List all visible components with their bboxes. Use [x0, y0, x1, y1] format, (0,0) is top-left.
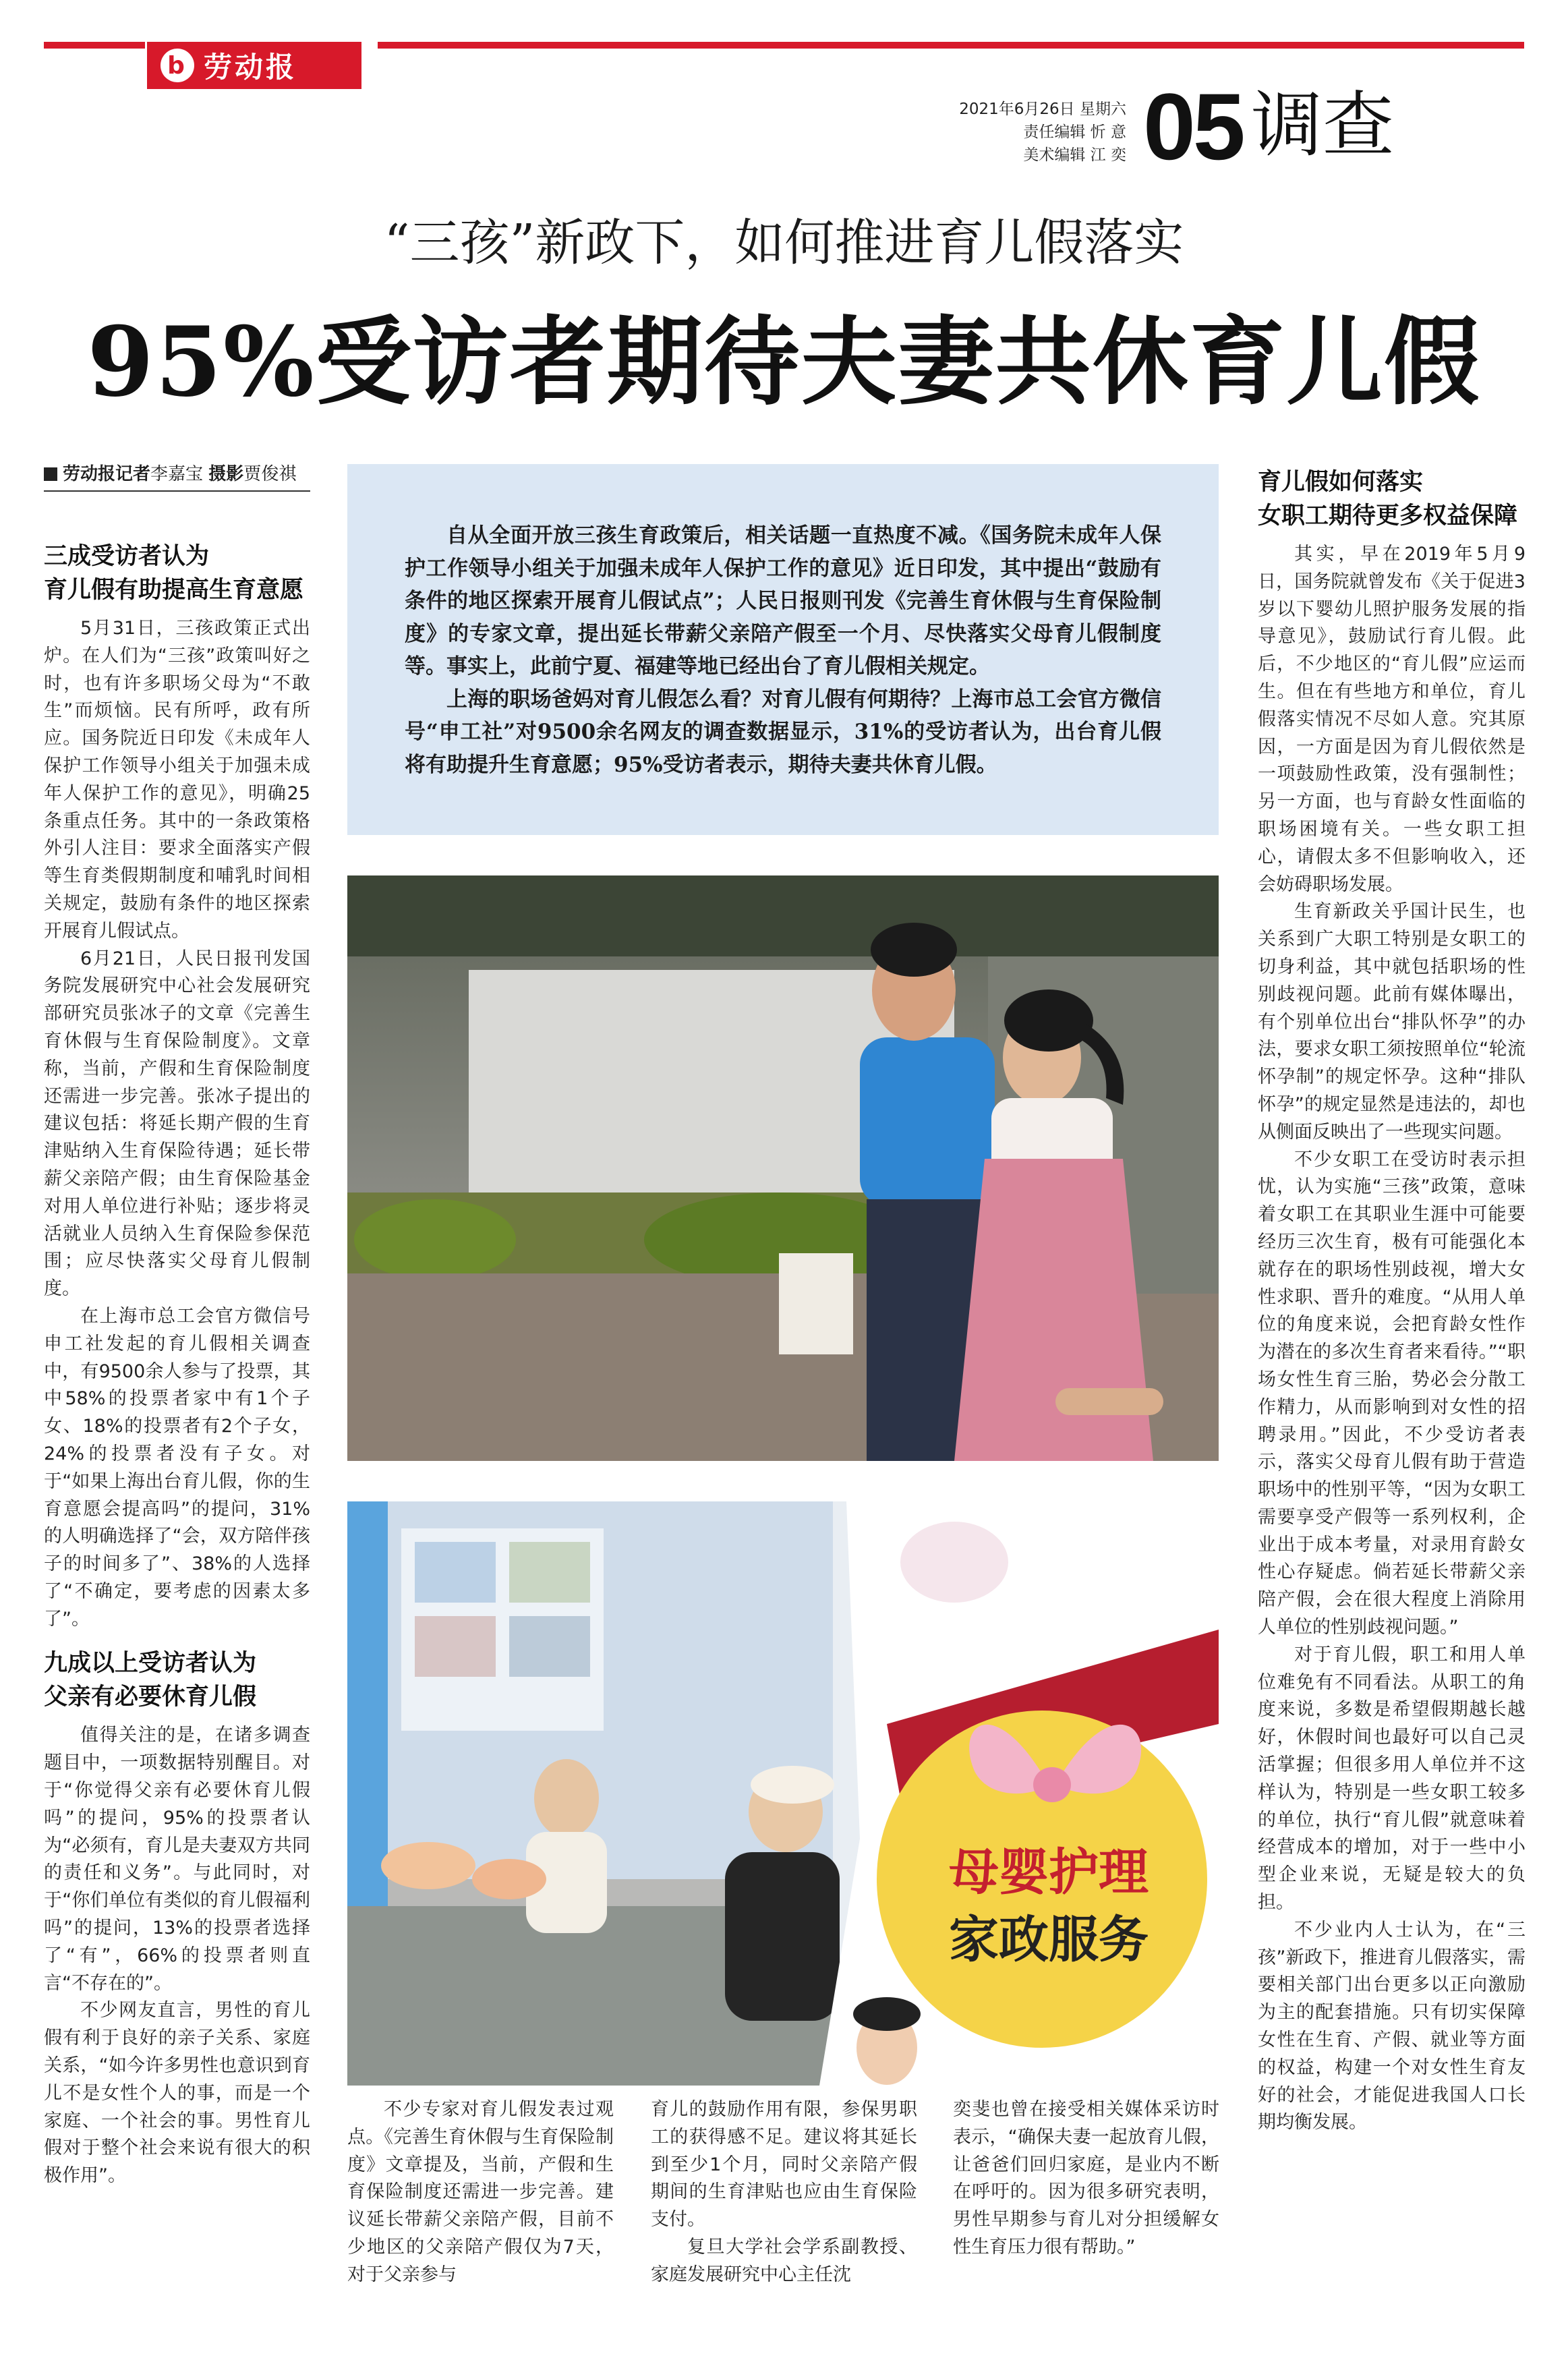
- right-paragraph-5: 不少业内人士认为，在“三孩”新政下，推进育儿假落实，需要相关部门出台更多以正向激励为主的配套措施。只有切实保障女性在生育、产假、就业等方面的权益，构建一个对女性生育友好的社会，才能促进我国人口长期均衡发展。: [1258, 1919, 1526, 2133]
- subhead-2-line1: 九成以上受访者认为: [44, 1649, 257, 1677]
- issue-info: [959, 98, 1126, 167]
- subhead-1-line1: 三成受访者认为: [44, 542, 210, 570]
- maternity-photo-image: [347, 1501, 1219, 2086]
- subhead-1-line2: 育儿假有助提高生育意愿: [44, 576, 304, 604]
- subhead-3-line2: 女职工期待更多权益保障: [1258, 502, 1518, 529]
- byline: [44, 461, 310, 492]
- byline-photographer: 贾俊祺: [243, 464, 297, 484]
- masthead-rule-right: [378, 42, 1524, 49]
- editor-credit: 责任编辑 忻 意: [1023, 123, 1126, 141]
- bottom-paragraph-3: 奕斐也曾在接受相关媒体采访时表示，“确保夫妻一起放育儿假，让爸爸们回归家庭，是业内不断在呼吁的。因为很多研究表明，男性早期参与育儿对分担缓解女性生育压力很有帮助。”: [953, 2099, 1219, 2258]
- art-editor-credit: 美术编辑 江 奕: [1023, 146, 1126, 164]
- byline-photo-role: 摄影: [208, 464, 244, 484]
- right-paragraph-1: 其实，早在2019年5月9日，国务院就曾发布《关于促进3岁以下婴幼儿照护服务发展的指导意见》，鼓励试行育儿假。此后，不少地区的“育儿假”应运而生。但在有些地方和单位，育儿假落实情况不尽如人意。究其原因，一方面是因为育儿假依然是一项鼓励性政策，没有强制性；另一方面，也与育龄女性面临的职场困境有关。一些女职工担心，请假太多不但影响收入，还会妨碍职场发展。: [1258, 544, 1526, 895]
- kicker-headline: “三孩”新政下，如何推进育儿假落实: [384, 214, 1184, 272]
- left-paragraph-3: 在上海市总工会官方微信号申工社发起的育儿假相关调查中，有9500余人参与了投票，其中58%的投票者家中有1个子女、18%的投票者有2个子女，24%的投票者没有子女。对于“如果上海出台育儿假，你的生育意愿会提高吗”的提问，31%的人明确选择了“会，双方陪伴孩子的时间多了”、38%的人选择了“不确定，要考虑的因素太多了”。: [44, 1305, 310, 1630]
- bottom-column-1: [347, 2096, 614, 2289]
- right-paragraph-2: 生育新政关乎国计民生，也关系到广大职工特别是女职工的切身利益，其中就包括职场的性别歧视问题。此前有媒体曝出，有个别单位出台“排队怀孕”的办法，要求女职工须按照单位“轮流怀孕制”的规定怀孕。这种“排队怀孕”的规定显然是违法的，却也从侧面反映出了一些现实问题。: [1258, 901, 1526, 1143]
- left-paragraph-1: 5月31日，三孩政策正式出炉。在人们为“三孩”政策叫好之时，也有许多职场父母为“不敢生”而烦恼。民有所呼，政有所应。国务院近日印发《未成年人保护工作领导小组关于加强未成年人保护工作的意见》，明确25条重点任务。其中的一条政策格外引人注目：要求全面落实产假等生育类假期制度和哺乳时间相关规定，鼓励有条件的地区探索开展育儿假试点。: [44, 618, 310, 942]
- byline-square-icon: [44, 467, 57, 481]
- left-paragraph-4: 值得关注的是，在诸多调查题目中，一项数据特别醒目。对于“你觉得父亲有必要休育儿假吗”的提问，95%的投票者认为“必须有，育儿是夫妻双方共同的责任和义务”。与此同时，对于“你们单位有类似的育儿假福利吗”的提问，13%的投票者选择了“有”，66%的投票者则直言“不存在的”。: [44, 1725, 310, 1994]
- byline-role: 劳动报记者: [63, 464, 151, 484]
- photo-couple-walking: [347, 875, 1219, 1461]
- bottom-paragraph-2b: 复旦大学社会学系副教授、家庭发展研究中心主任沈: [651, 2236, 917, 2285]
- bottom-column-3: [953, 2096, 1219, 2262]
- paper-name: 劳动报: [204, 51, 297, 84]
- main-headline: 95%受访者期待夫妻共休育儿假: [87, 306, 1481, 418]
- right-paragraph-3: 不少女职工在受访时表示担忧，认为实施“三孩”政策，意味着女职工在其职业生涯中可能要经历三次生育，极有可能强化本就存在的职场性别歧视，增大女性求职、晋升的难度。“从用人单位的角度来说，会把育龄女性作为潜在的多次生育者来看待。”“职场女性生育三胎，势必会分散工作精力，从而影响到对女性的招聘录用。”因此，不少受访者表示，落实父母育儿假有助于营造职场中的性别平等，“因为女职工需要享受产假等一系列权利，企业出于成本考量，对录用育龄女性心存疑虑。倘若延长带薪父亲陪产假，会在很大程度上消除用人单位的性别歧视问题。”: [1258, 1149, 1526, 1638]
- subhead-3: [1258, 465, 1526, 533]
- right-paragraph-4: 对于育儿假，职工和用人单位难免有不同看法。从职工的角度来说，多数是希望假期越长越好，休假时间也最好可以自己灵活掌握；但很多用人单位并不这样认为，特别是一些女职工较多的单位，执行“育儿假”就意味着经营成本的增加，对于一些中小型企业来说，无疑是较大的负担。: [1258, 1644, 1526, 1914]
- sign-line-1: 母婴护理: [949, 1843, 1149, 1901]
- subhead-2-line2: 父亲有必要休育儿假: [44, 1683, 257, 1711]
- left-column: [44, 540, 310, 2190]
- right-column: [1258, 465, 1526, 2137]
- left-paragraph-2: 6月21日，人民日报刊发国务院发展研究中心社会发展研究部研究员张冰子的文章《完善生育休假与生育保险制度》。文章称，当前，产假和生育保险制度还需进一步完善。张冰子提出的建议包括：将延长期产假的生育津贴纳入生育保险待遇；延长带薪父亲陪产假；由生育保险基金对用人单位进行补贴；逐步将灵活就业人员纳入生育保险参保范围；应尽快落实父母育儿假制度。: [44, 948, 310, 1300]
- paper-logo: [147, 42, 361, 89]
- left-paragraph-5: 不少网友直言，男性的育儿假有利于良好的亲子关系、家庭关系，“如今许多男性也意识到育儿不是女性个人的事，而是一个家庭、一个社会的事。男性育儿假对于整个社会来说有很大的积极作用”。: [44, 2000, 310, 2187]
- subhead-1: [44, 540, 310, 607]
- masthead-rule-left: [44, 42, 145, 49]
- byline-reporter: 李嘉宝: [150, 464, 204, 484]
- lead-box: [347, 464, 1219, 835]
- bottom-paragraph-2a: 育儿的鼓励作用有限，参保男职工的获得感不足。建议将其延长到至少1个月，同时父亲陪产假期间的生育津贴也应由生育保险支付。: [651, 2099, 917, 2231]
- photo-maternity-service: [347, 1501, 1219, 2086]
- issue-date: 2021年6月26日 星期六: [959, 100, 1126, 118]
- couple-photo-image: [347, 875, 1219, 1461]
- subhead-3-line1: 育儿假如何落实: [1258, 468, 1424, 496]
- logo-mark: b: [161, 49, 194, 82]
- lead-paragraph-1: 自从全面开放三孩生育政策后，相关话题一直热度不减。《国务院未成年人保护工作领导小组关于加强未成年人保护工作的意见》近日印发，其中提出“鼓励有条件的地区探索开展育儿假试点”；人民日报则刊发《完善生育休假与生育保险制度》的专家文章，提出延长带薪父亲陪产假至一个月、尽快落实父母育儿假制度等。事实上，此前宁夏、福建等地已经出台了育儿假相关规定。: [405, 523, 1161, 679]
- bottom-column-2: [651, 2096, 917, 2289]
- sign-line-2: 家政服务: [949, 1911, 1149, 1969]
- lead-paragraph-2: 上海的职场爸妈对育儿假怎么看？对育儿假有何期待？上海市总工会官方微信号“申工社”对9500余名网友的调查数据显示，31%的受访者认为，出台育儿假将有助提升生育意愿；95%受访者表示，期待夫妻共休育儿假。: [405, 687, 1161, 777]
- bottom-paragraph-1: 不少专家对育儿假发表过观点。《完善生育休假与生育保险制度》文章提及，当前，产假和生育保险制度还需进一步完善。建议延长带薪父亲陪产假，目前不少地区的父亲陪产假仅为7天，对于父亲参与: [347, 2099, 614, 2285]
- page-number: 05: [1143, 74, 1243, 179]
- subhead-2: [44, 1646, 310, 1714]
- section-name: 调查: [1251, 84, 1394, 167]
